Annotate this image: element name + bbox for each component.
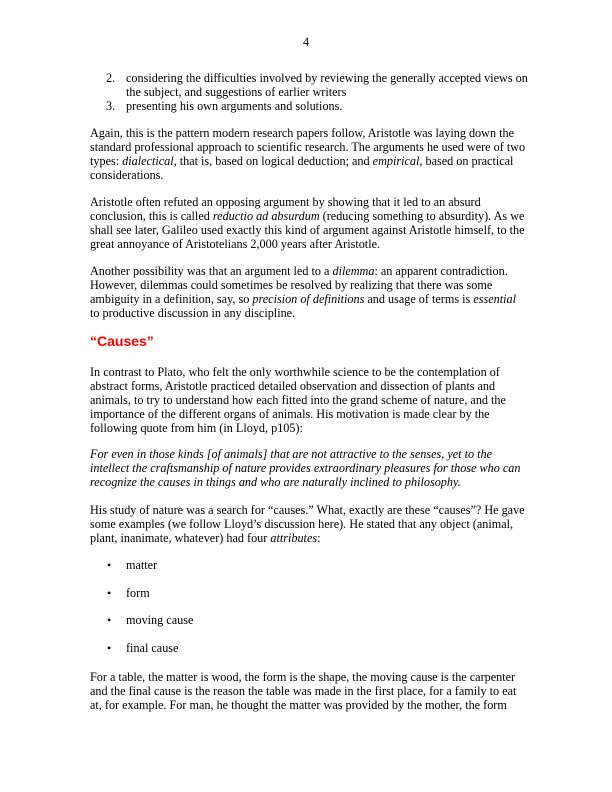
- quote-line: intellect the craftsmanship of nature provides extraordinary pleasures for those who can: [90, 461, 521, 475]
- section-heading-causes: “Causes”: [90, 333, 154, 349]
- list-text: moving cause: [126, 613, 194, 627]
- emphasis: reductio ad absurdum: [212, 209, 320, 223]
- text-line: great annoyance of Aristotelians 2,000 years after Aristotle.: [90, 237, 381, 251]
- text-line: conclusion, this is called reductio ad absurdum (reducing something to absurdity). As we: [90, 209, 525, 223]
- list-text: final cause: [126, 641, 179, 655]
- text-line: following quote from him (in Lloyd, p105):: [90, 421, 303, 435]
- list-text: considering the difficulties involved by reviewing the generally accepted views on: [126, 71, 528, 85]
- list-number: 3.: [106, 99, 116, 113]
- emphasis: essential: [473, 292, 516, 306]
- text-line: to productive discussion in any discipline.: [90, 306, 296, 320]
- text-line: abstract forms, Aristotle practiced detailed observation and dissection of plants and: [90, 379, 496, 393]
- emphasis: dilemma: [332, 264, 375, 278]
- text-line: plant, inanimate, whatever) had four attributes:: [90, 531, 321, 545]
- text-line: Another possibility was that an argument led to a dilemma: an apparent contradiction.: [90, 264, 508, 278]
- list-number: 2.: [106, 71, 116, 85]
- list-text: the subject, and suggestions of earlier writers: [126, 85, 347, 99]
- quote-line: For even in those kinds [of animals] that are not attractive to the senses, yet to the: [90, 447, 493, 461]
- bullet-icon: •: [107, 586, 112, 600]
- text-line: However, dilemmas could sometimes be resolved by realizing that there was some: [90, 278, 493, 292]
- text-line: In contrast to Plato, who felt the only worthwhile science to be the contemplation of: [90, 365, 500, 379]
- text-line: ambiguity in a definition, say, so precision of definitions and usage of terms is essential: [90, 292, 516, 306]
- list-text: presenting his own arguments and solutions.: [126, 99, 343, 113]
- text-line: Again, this is the pattern modern research papers follow, Aristotle was laying down the: [90, 126, 514, 140]
- text-line: at, for example. For man, he thought the matter was provided by the mother, the form: [90, 698, 507, 712]
- text-line: shall see later, Galileo used exactly this kind of argument against Aristotle himself, to the: [90, 223, 525, 237]
- bullet-icon: •: [107, 641, 112, 655]
- text-line: standard professional approach to scientific research. The arguments he used were of two: [90, 140, 526, 154]
- bullet-icon: •: [107, 613, 112, 627]
- list-text: form: [126, 586, 150, 600]
- text-line: importance of the different organs of animals. His motivation is made clear by the: [90, 407, 490, 421]
- page-number: 4: [302, 35, 310, 49]
- emphasis: precision of definitions: [252, 292, 365, 306]
- list-text: matter: [126, 558, 158, 572]
- text-line: types: dialectical, that is, based on logical deduction; and empirical, based on practical: [90, 154, 514, 168]
- text-line: For a table, the matter is wood, the form is the shape, the moving cause is the carpenter: [90, 670, 516, 684]
- text-line: some examples (we follow Lloyd’s discussion here). He stated that any object (animal,: [90, 517, 514, 531]
- text-line: animals, to try to understand how each fitted into the grand scheme of nature, and the: [90, 393, 506, 407]
- text-line: and the final cause is the reason the table was made in the first place, for a family to eat: [90, 684, 517, 698]
- emphasis: empirical: [372, 154, 420, 168]
- emphasis: dialectical: [122, 154, 174, 168]
- text-line: His study of nature was a search for “causes.” What, exactly are these “causes”? He gave: [90, 503, 525, 517]
- text-line: Aristotle often refuted an opposing argument by showing that it led to an absurd: [90, 195, 481, 209]
- emphasis: attributes: [270, 531, 318, 545]
- text-line: considerations.: [90, 168, 164, 182]
- quote-line: recognize the causes in things and who are naturally inclined to philosophy.: [90, 475, 461, 489]
- bullet-icon: •: [107, 558, 112, 572]
